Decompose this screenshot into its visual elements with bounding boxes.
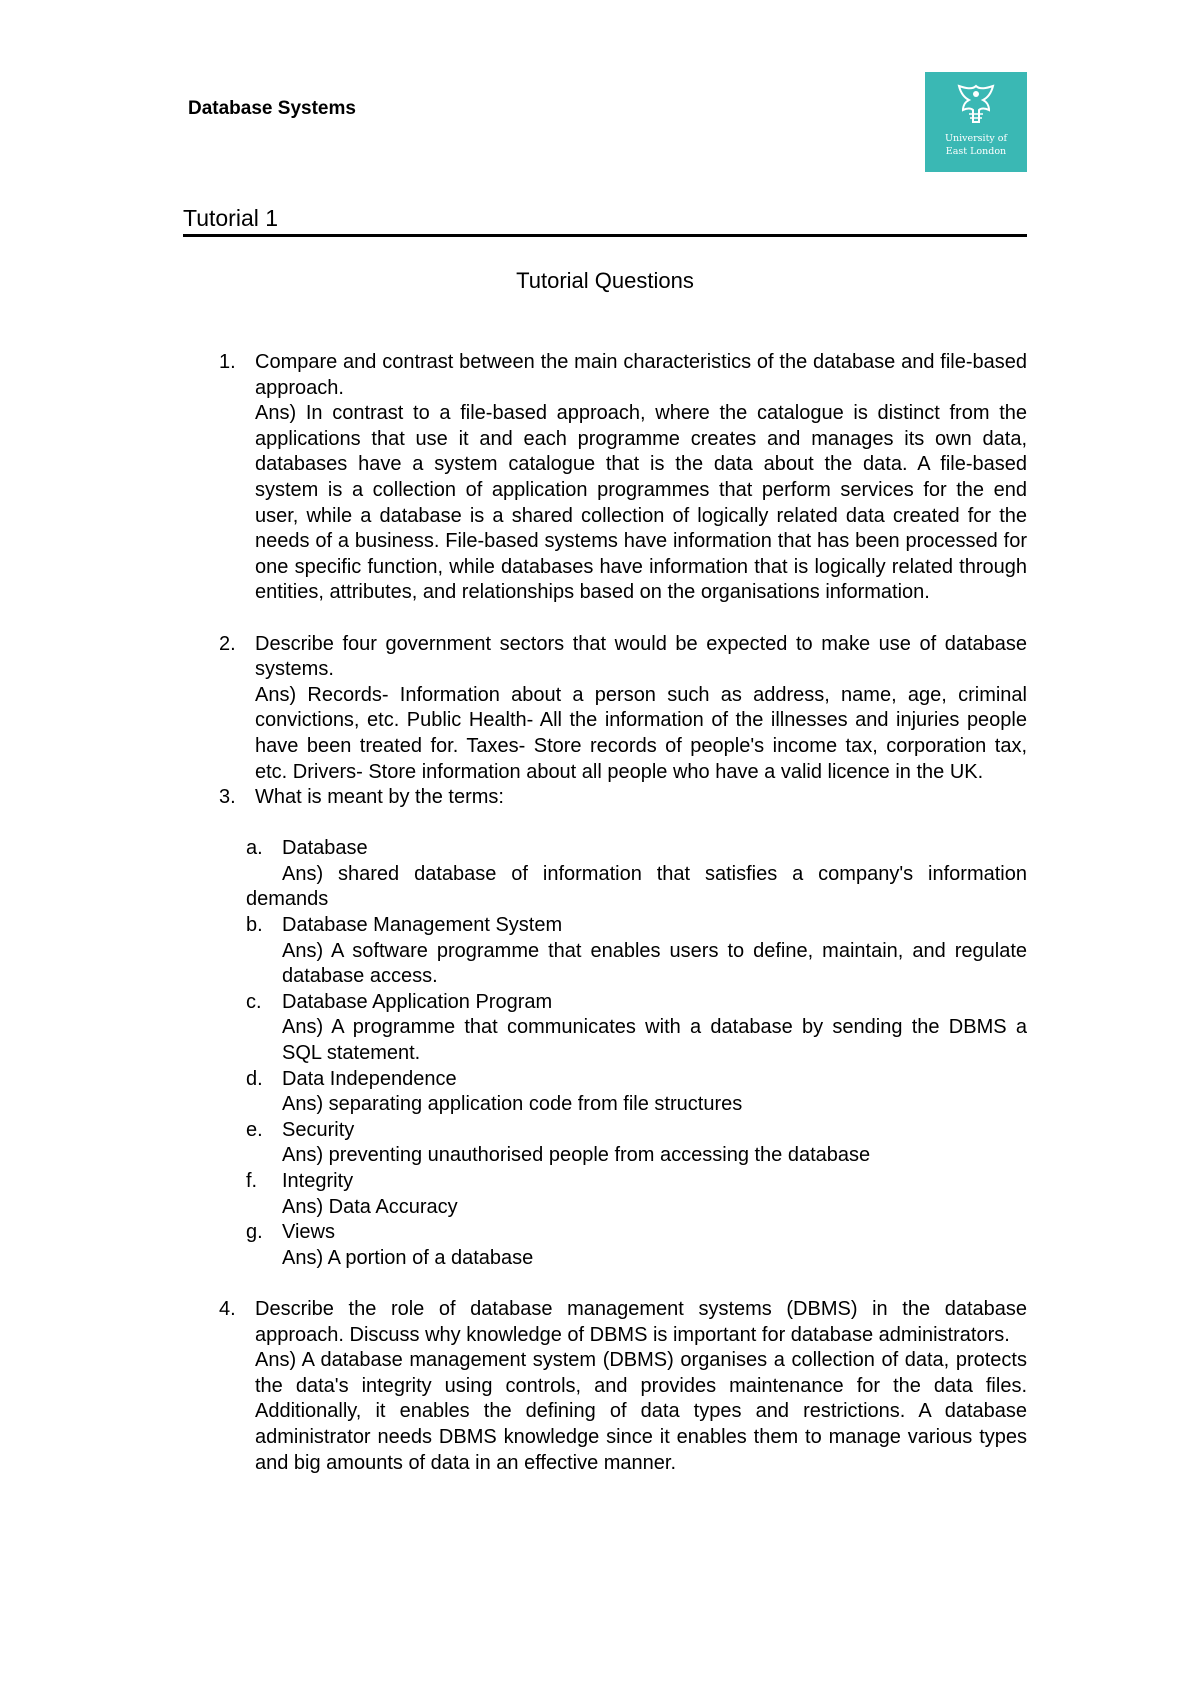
term-item (165, 1220, 1027, 1246)
section-heading: Tutorial Questions (516, 268, 694, 293)
course-title: Database Systems (188, 98, 356, 119)
question-text: Describe the role of database management systems (DBMS) in the database approach. Discuss why knowledge of DBMS is important for database administrators. (255, 1297, 1027, 1346)
term-answer: Ans) Data Accuracy (282, 1195, 458, 1218)
term-label: Data Independence (282, 1067, 457, 1090)
term-answer: Ans) separating application code from file structures (282, 1093, 743, 1116)
term-label: Integrity (282, 1170, 354, 1192)
term-answer: Ans) A software programme that enables users to define, maintain, and regulate database access. (282, 939, 1027, 988)
question-number: 3. (219, 786, 236, 809)
term-letter: a. (246, 837, 263, 860)
term-letter: e. (246, 1118, 263, 1141)
term-item (165, 913, 1027, 939)
term-label: Database Application Program (282, 990, 553, 1013)
term-letter: g. (246, 1221, 263, 1244)
question-text: Describe four government sectors that would be expected to make use of database systems. (255, 632, 1027, 681)
tutorial-title: Tutorial 1 (183, 205, 279, 231)
answer-text: Ans) A database management system (DBMS) organises a collection of data, protects the data's integrity using controls, and provides maintenance for the data files. Additionally, it enables the defining of data types and restrictions. A database administrator needs DBMS knowledge since it enables them to manage various types and big amounts of data in an effective manner. (255, 1349, 1027, 1474)
term-label: Database (282, 837, 368, 860)
question-text: What is meant by the terms: (255, 786, 504, 809)
question-item (210, 632, 1027, 786)
term-item (165, 990, 1027, 1016)
term-answer: Ans) preventing unauthorised people from accessing the database (282, 1144, 871, 1167)
term-answer: Ans) shared database of information that satisfies a company's information demands (246, 862, 1027, 911)
term-answer: Ans) A programme that communicates with a database by sending the DBMS a SQL statement. (282, 1016, 1027, 1065)
term-label: Security (282, 1118, 355, 1141)
question-text: Compare and contrast between the main characteristics of the database and file-based approach. (255, 351, 1027, 399)
eagle-crest-icon (951, 80, 1001, 130)
term-item (165, 836, 1027, 862)
title-divider (183, 234, 1027, 237)
question-item (210, 1297, 1027, 1476)
term-item (165, 1118, 1027, 1144)
answer-text: Ans) Records- Information about a person such as address, name, age, criminal convictions, etc. Public Health- All the information of the illnesses and injuries people have been treated for. Taxes- Store records of people's income tax, corporation tax, etc. Drivers- Store information about all people who have a valid licence in the UK. (255, 683, 1027, 783)
term-letter: c. (246, 990, 262, 1013)
term-letter: b. (246, 914, 263, 937)
question-number: 2. (219, 632, 236, 655)
university-logo-text: University of East London (944, 133, 1008, 157)
question-number: 1. (219, 351, 236, 373)
terms-list (165, 836, 1027, 1271)
question-item (210, 785, 1027, 811)
term-answer: Ans) A portion of a database (282, 1246, 534, 1269)
term-item (165, 1169, 1027, 1195)
questions-list (210, 350, 1027, 1476)
term-label: Database Management System (282, 914, 563, 937)
question-number: 4. (219, 1297, 236, 1320)
term-item (165, 1067, 1027, 1093)
answer-text: Ans) In contrast to a file-based approach, where the catalogue is distinct from the applications that use it and each programme creates and manages its own data, databases have a system catalogue that is the data about the data. A file-based system is a collection of application programmes that perform services for the end user, while a database is a shared collection of logically related data created for the needs of a business. File-based systems have information that has been processed for one specific function, while databases have information that is logically related through entities, attributes, and relationships based on the organisations information. (255, 402, 1027, 604)
term-letter: d. (246, 1067, 263, 1090)
question-item (210, 350, 1027, 606)
university-logo (925, 72, 1027, 172)
term-label: Views (282, 1221, 335, 1244)
term-letter: f. (246, 1170, 258, 1192)
